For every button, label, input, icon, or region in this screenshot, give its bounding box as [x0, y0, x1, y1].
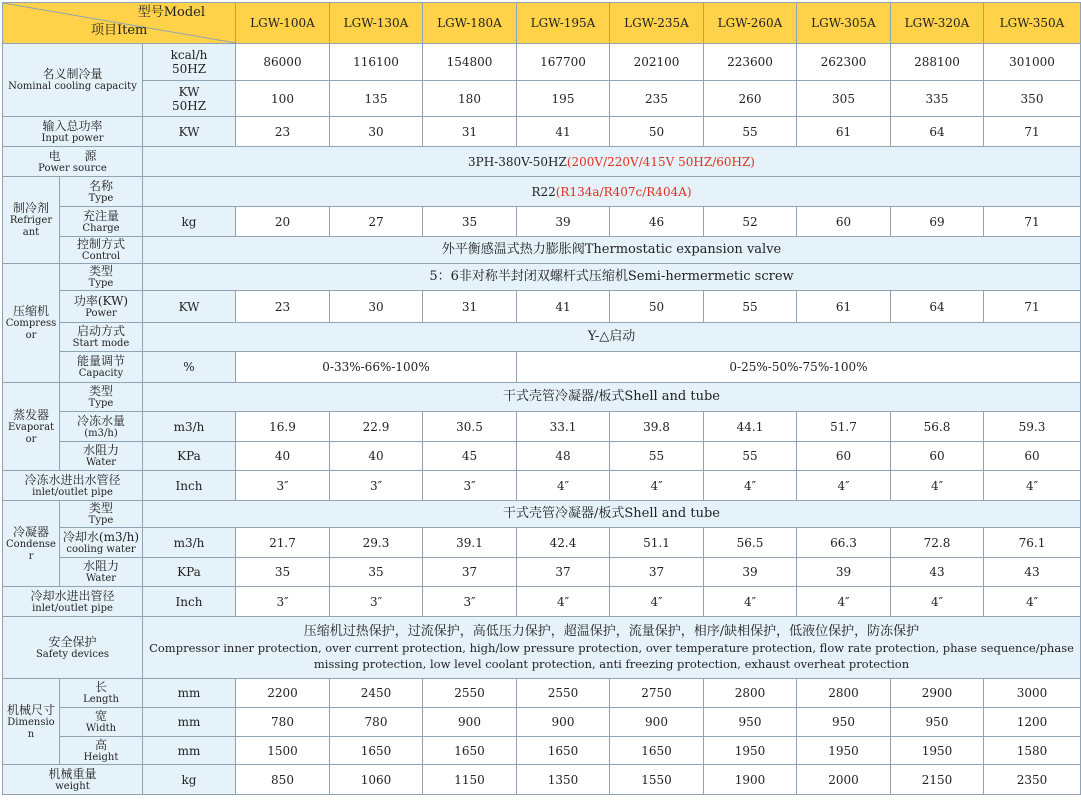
value-cell: 2800 — [797, 679, 891, 708]
table-row — [3, 264, 1081, 291]
table-row — [3, 765, 1081, 795]
spec-table — [2, 2, 1081, 795]
table-row — [3, 587, 1081, 617]
value-cell: 1150 — [423, 765, 517, 795]
unit-cell: mm — [143, 737, 236, 765]
unit-cell: m3/h — [143, 412, 236, 442]
value-cell: 71 — [984, 291, 1081, 323]
header-row — [3, 3, 1081, 44]
capacity-range-a: 0-33%-66%-100% — [236, 352, 517, 383]
value-cell: 23 — [236, 117, 330, 147]
weight-label: 机械重量 weight — [3, 765, 143, 795]
value-cell: 23 — [236, 291, 330, 323]
value-cell: 60 — [797, 207, 891, 237]
value-cell: 4″ — [610, 471, 704, 501]
value-cell: 50 — [610, 291, 704, 323]
value-cell: 154800 — [423, 44, 517, 81]
value-cell: 1650 — [610, 737, 704, 765]
value-cell: 30.5 — [423, 412, 517, 442]
value-cell: 27 — [330, 207, 423, 237]
sub-label: 水阻力 Water — [60, 442, 143, 471]
table-row — [3, 177, 1081, 207]
value-cell: 950 — [891, 708, 984, 737]
value-cell: 135 — [330, 81, 423, 117]
value-cell: 1200 — [984, 708, 1081, 737]
value-cell: 39.8 — [610, 412, 704, 442]
model-header: LGW-260A — [704, 3, 797, 44]
sub-label: 启动方式 Start mode — [60, 323, 143, 352]
value-cell: 46 — [610, 207, 704, 237]
value-cell: 900 — [610, 708, 704, 737]
value-cell: 2800 — [704, 679, 797, 708]
sub-label: 长 Length — [60, 679, 143, 708]
sub-label: 能量调节 Capacity — [60, 352, 143, 383]
value-cell: 223600 — [704, 44, 797, 81]
value-cell: 71 — [984, 117, 1081, 147]
table-row — [3, 323, 1081, 352]
value-cell: 56.8 — [891, 412, 984, 442]
value-cell: 850 — [236, 765, 330, 795]
value-cell: 61 — [797, 291, 891, 323]
value-cell: 40 — [236, 442, 330, 471]
unit-cell: kcal/h 50HZ — [143, 44, 236, 81]
table-row — [3, 412, 1081, 442]
value-cell: 39.1 — [423, 528, 517, 558]
value-cell: 350 — [984, 81, 1081, 117]
sub-label: 类型 Type — [60, 383, 143, 412]
value-cell: 43 — [984, 558, 1081, 587]
value-cell: 900 — [517, 708, 610, 737]
value-cell: 3″ — [423, 471, 517, 501]
value-cell: 262300 — [797, 44, 891, 81]
value-cell: 51.7 — [797, 412, 891, 442]
value-cell: 202100 — [610, 44, 704, 81]
sub-label: 高 Height — [60, 737, 143, 765]
value-cell: 4″ — [704, 471, 797, 501]
value-cell: 2550 — [517, 679, 610, 708]
value-cell: 59.3 — [984, 412, 1081, 442]
value-cell: 167700 — [517, 44, 610, 81]
value-cell: 76.1 — [984, 528, 1081, 558]
value-cell: 4″ — [610, 587, 704, 617]
value-cell: 37 — [517, 558, 610, 587]
value-cell: 52 — [704, 207, 797, 237]
unit-cell: KW — [143, 291, 236, 323]
refrigerant-type-value: R22(R134a/R407c/R404A) — [143, 177, 1081, 207]
value-cell: 1950 — [797, 737, 891, 765]
cooling-label: 名义制冷量 Nominal cooling capacity — [3, 44, 143, 117]
compressor-label: 压缩机 Compress or — [3, 264, 60, 383]
value-cell: 37 — [610, 558, 704, 587]
value-cell: 30 — [330, 117, 423, 147]
value-cell: 3″ — [330, 587, 423, 617]
model-header: LGW-235A — [610, 3, 704, 44]
value-cell: 2350 — [984, 765, 1081, 795]
table-row — [3, 501, 1081, 528]
value-cell: 39 — [517, 207, 610, 237]
value-cell: 41 — [517, 291, 610, 323]
item-label: 项目Item — [91, 23, 148, 38]
value-cell: 2750 — [610, 679, 704, 708]
value-cell: 2200 — [236, 679, 330, 708]
value-cell: 1950 — [704, 737, 797, 765]
value-cell: 2000 — [797, 765, 891, 795]
value-cell: 30 — [330, 291, 423, 323]
sub-label: 类型 Type — [60, 501, 143, 528]
value-cell: 56.5 — [704, 528, 797, 558]
value-cell: 35 — [236, 558, 330, 587]
unit-cell: Inch — [143, 471, 236, 501]
value-cell: 3″ — [330, 471, 423, 501]
value-cell: 43 — [891, 558, 984, 587]
unit-cell: KW 50HZ — [143, 81, 236, 117]
value-cell: 69 — [891, 207, 984, 237]
value-cell: 50 — [610, 117, 704, 147]
value-cell: 16.9 — [236, 412, 330, 442]
value-cell: 3″ — [423, 587, 517, 617]
value-cell: 1550 — [610, 765, 704, 795]
value-cell: 1900 — [704, 765, 797, 795]
value-cell: 4″ — [891, 587, 984, 617]
value-cell: 288100 — [891, 44, 984, 81]
safety-value: 压缩机过热保护，过流保护，高低压力保护，超温保护，流量保护，相序/缺相保护，低液位保护，防冻保护 Compressor inner protection, over current protection, high/low pressure protection, over temperature protection, flow rate protection, phase sequence/phase missing protection, low level coolant protection, anti freezing protection, exhaust overheat protection — [143, 617, 1081, 679]
value-cell: 29.3 — [330, 528, 423, 558]
table-row — [3, 147, 1081, 177]
value-cell: 100 — [236, 81, 330, 117]
value-cell: 40 — [330, 442, 423, 471]
unit-cell: Inch — [143, 587, 236, 617]
value-cell: 44.1 — [704, 412, 797, 442]
value-cell: 60 — [891, 442, 984, 471]
value-cell: 31 — [423, 117, 517, 147]
value-cell: 260 — [704, 81, 797, 117]
value-cell: 55 — [610, 442, 704, 471]
table-row — [3, 237, 1081, 264]
start-mode-value: Y-△启动 — [143, 323, 1081, 352]
value-cell: 4″ — [797, 587, 891, 617]
value-cell: 55 — [704, 291, 797, 323]
sub-label: 控制方式 Control — [60, 237, 143, 264]
sub-label: 冷却水(m3/h) cooling water — [60, 528, 143, 558]
table-row — [3, 471, 1081, 501]
value-cell: 61 — [797, 117, 891, 147]
table-row — [3, 708, 1081, 737]
safety-label: 安全保护 Safety devices — [3, 617, 143, 679]
model-header: LGW-350A — [984, 3, 1081, 44]
unit-cell: m3/h — [143, 528, 236, 558]
table-row — [3, 352, 1081, 383]
value-cell: 3″ — [236, 587, 330, 617]
condenser-type-value: 干式壳管冷凝器/板式Shell and tube — [143, 501, 1081, 528]
value-cell: 45 — [423, 442, 517, 471]
value-cell: 60 — [797, 442, 891, 471]
value-cell: 60 — [984, 442, 1081, 471]
header-corner — [3, 3, 236, 44]
value-cell: 3″ — [236, 471, 330, 501]
compressor-type-value: 5：6非对称半封闭双螺杆式压缩机Semi-hermermetic screw — [143, 264, 1081, 291]
model-header: LGW-100A — [236, 3, 330, 44]
value-cell: 64 — [891, 117, 984, 147]
value-cell: 55 — [704, 117, 797, 147]
value-cell: 2900 — [891, 679, 984, 708]
value-cell: 2150 — [891, 765, 984, 795]
control-value: 外平衡感温式热力膨胀阀Thermostatic expansion valve — [143, 237, 1081, 264]
table-row — [3, 442, 1081, 471]
value-cell: 37 — [423, 558, 517, 587]
table-row — [3, 558, 1081, 587]
refrigerant-label: 制冷剂 Refriger ant — [3, 177, 60, 264]
value-cell: 72.8 — [891, 528, 984, 558]
value-cell: 39 — [797, 558, 891, 587]
value-cell: 950 — [797, 708, 891, 737]
value-cell: 35 — [330, 558, 423, 587]
value-cell: 180 — [423, 81, 517, 117]
table-row — [3, 528, 1081, 558]
model-label: 型号Model — [137, 5, 205, 20]
model-header: LGW-180A — [423, 3, 517, 44]
unit-cell: kg — [143, 207, 236, 237]
value-cell: 335 — [891, 81, 984, 117]
sub-label: 名称 Type — [60, 177, 143, 207]
model-header: LGW-305A — [797, 3, 891, 44]
value-cell: 900 — [423, 708, 517, 737]
input-power-label: 输入总功率 Input power — [3, 117, 143, 147]
chilled-pipe-label: 冷冻水进出水管径 inlet/outlet pipe — [3, 471, 143, 501]
value-cell: 1060 — [330, 765, 423, 795]
sub-label: 宽 Width — [60, 708, 143, 737]
value-cell: 1950 — [891, 737, 984, 765]
sub-label: 类型 Type — [60, 264, 143, 291]
table-row — [3, 207, 1081, 237]
value-cell: 86000 — [236, 44, 330, 81]
value-cell: 235 — [610, 81, 704, 117]
condenser-label: 冷凝器 Condense r — [3, 501, 60, 587]
value-cell: 64 — [891, 291, 984, 323]
model-header: LGW-130A — [330, 3, 423, 44]
table-row — [3, 679, 1081, 708]
value-cell: 4″ — [704, 587, 797, 617]
power-source-label: 电 源 Power source — [3, 147, 143, 177]
table-row — [3, 737, 1081, 765]
value-cell: 1650 — [423, 737, 517, 765]
value-cell: 1350 — [517, 765, 610, 795]
value-cell: 33.1 — [517, 412, 610, 442]
table-row — [3, 81, 1081, 117]
value-cell: 195 — [517, 81, 610, 117]
unit-cell: mm — [143, 708, 236, 737]
value-cell: 305 — [797, 81, 891, 117]
table-row — [3, 291, 1081, 323]
value-cell: 31 — [423, 291, 517, 323]
value-cell: 4″ — [797, 471, 891, 501]
value-cell: 4″ — [517, 471, 610, 501]
sub-label: 充注量 Charge — [60, 207, 143, 237]
value-cell: 1500 — [236, 737, 330, 765]
dimension-label: 机械尺寸 Dimensio n — [3, 679, 60, 765]
sub-label: 水阻力 Water — [60, 558, 143, 587]
unit-cell: KW — [143, 117, 236, 147]
evaporator-label: 蒸发器 Evaporat or — [3, 383, 60, 471]
evaporator-type-value: 干式壳管冷凝器/板式Shell and tube — [143, 383, 1081, 412]
value-cell: 35 — [423, 207, 517, 237]
value-cell: 116100 — [330, 44, 423, 81]
value-cell: 21.7 — [236, 528, 330, 558]
value-cell: 22.9 — [330, 412, 423, 442]
value-cell: 3000 — [984, 679, 1081, 708]
value-cell: 39 — [704, 558, 797, 587]
value-cell: 780 — [236, 708, 330, 737]
value-cell: 1580 — [984, 737, 1081, 765]
unit-cell: mm — [143, 679, 236, 708]
value-cell: 2450 — [330, 679, 423, 708]
unit-cell: kg — [143, 765, 236, 795]
value-cell: 71 — [984, 207, 1081, 237]
model-header: LGW-195A — [517, 3, 610, 44]
value-cell: 4″ — [984, 587, 1081, 617]
sub-label: 功率(KW) Power — [60, 291, 143, 323]
value-cell: 4″ — [891, 471, 984, 501]
table-row — [3, 617, 1081, 679]
value-cell: 2550 — [423, 679, 517, 708]
value-cell: 4″ — [984, 471, 1081, 501]
value-cell: 20 — [236, 207, 330, 237]
unit-cell: KPa — [143, 558, 236, 587]
value-cell: 1650 — [330, 737, 423, 765]
value-cell: 4″ — [517, 587, 610, 617]
value-cell: 55 — [704, 442, 797, 471]
value-cell: 41 — [517, 117, 610, 147]
value-cell: 301000 — [984, 44, 1081, 81]
value-cell: 780 — [330, 708, 423, 737]
unit-cell: KPa — [143, 442, 236, 471]
value-cell: 51.1 — [610, 528, 704, 558]
cooling-pipe-label: 冷却水进出管径 inlet/outlet pipe — [3, 587, 143, 617]
value-cell: 950 — [704, 708, 797, 737]
unit-cell: % — [143, 352, 236, 383]
power-source-value: 3PH-380V-50HZ(200V/220V/415V 50HZ/60HZ) — [143, 147, 1081, 177]
value-cell: 1650 — [517, 737, 610, 765]
table-row — [3, 44, 1081, 81]
value-cell: 66.3 — [797, 528, 891, 558]
table-row — [3, 383, 1081, 412]
value-cell: 42.4 — [517, 528, 610, 558]
value-cell: 48 — [517, 442, 610, 471]
model-header: LGW-320A — [891, 3, 984, 44]
capacity-range-b: 0-25%-50%-75%-100% — [517, 352, 1081, 383]
sub-label: 冷冻水量 (m3/h) — [60, 412, 143, 442]
table-row — [3, 117, 1081, 147]
